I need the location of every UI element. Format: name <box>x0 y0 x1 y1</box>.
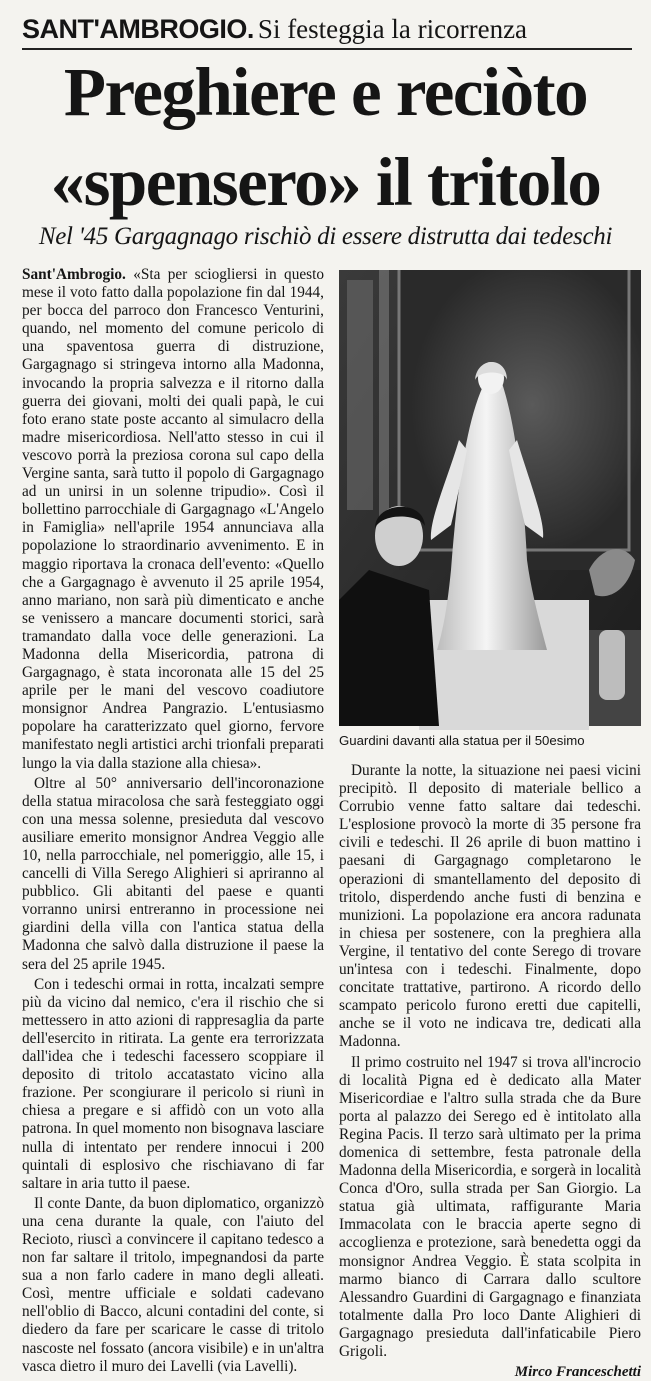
article-paragraph-text: «Sta per sciogliersi in questo mese il voto fatto dalla popolazione fin dal 1944, per bocca del parroco don Francesco Venturini, quando, nel momento del comune pericolo di una spaventosa guerra di distruzione, Gargagnago si stringeva intorno alla Madonna, invocando la propria salvezza e il ritorno dalla guerra dei giovani, molti dei quali papà, le cui foto erano state poste accanto al simulacro della madre misericordiosa. Nell'atto stesso in cui il vescovo porrà la preziosa corona sul capo della Vergine santa, sarà tutto il popolo di Gargagnago ad un unirsi in un solenne tripudio». Così il bollettino parrocchiale di Gargagnago «L'Angelo in Famiglia» nell'aprile 1954 annunciava alla popolazione lo straordinario avvenimento. E in maggio riportava la cronaca dell'evento: «Quello che a Gargagnago è avvenuto il 25 aprile 1954, anno mariano, non sarà più dimenticato e anche se venissero a mancare documenti storici, sarà tramandato dalla voce delle generazioni. La Madonna della Misericordia, patrona di Gargagnago, è stata incoronata alle 15 del 25 aprile per le mani del vescovo coadiutore monsignor Andrea Pangrazio. L'entusiasmo popolare ha caratterizzato quel giorno, fervore manifestato negli artistici archi trionfali preparati lungo la via dalla stazione alla chiesa». <box>22 266 324 772</box>
article-column-right <box>339 762 641 1381</box>
article-paragraph: Durante la notte, la situazione nei paesi vicini precipitò. Il deposito di materiale bellico a Corrubio venne fatto saltare dai tedeschi. L'esplosione provocò la morte di 35 persone fra civili e tedeschi. Il 26 aprile di buon mattino i paesani di Gargagnago completarono le operazioni di smantellamento del deposito di tritolo, disperdendo anche fusti di benzina e munizioni. La popolazione era ancora radunata in chiesa per sostenere, con la preghiera alla Vergine, il tentativo del conte Serego di trovare un'intesa con i tedeschi. Finalmente, dopo concitate trattative, partirono. A ricordo dello scampato pericolo furono eretti due capitelli, anche se il voto ne indicava tre, dedicati alla Madonna. <box>339 762 641 1051</box>
article-column-left <box>22 266 324 1375</box>
author-byline: Mirco Franceschetti <box>514 1364 641 1381</box>
article-paragraph: Con i tedeschi ormai in rotta, incalzati sempre più da vicino dal nemico, c'era il rischio che si mettessero in atto azioni di rappresaglia da parte dell'esercito in ritirata. La gente era terrorizzata dall'idea che i tedeschi facessero scoppiare il deposito di tritolo accatastato vicino alla frazione. Per scongiurare il pericolo si riunì in chiesa a pregare e si affidò con un voto alla patrona. In quel momento non bisognava lasciare nulla di intentato per rendere innocui i 200 quintali di esplosivo che rischiavano di far saltare in aria tutto il paese. <box>22 975 324 1192</box>
article-paragraph: Il conte Dante, da buon diplomatico, organizzò una cena durante la quale, con l'aiuto del Recioto, riuscì a convincere il capitano tedesco a non far saltare il tritolo, impegnandosi da parte sua a non farlo cadere in mano degli alleati. Così, mentre ufficiale e soldati cadevano nell'oblio di Bacco, alcuni contadini del conte, si diedero da fare per scaricare le casse di tritolo nascoste nel fossato (ancora visibile) e in un'altra vasca dietro il muro dei Lavelli (via Lavelli). <box>22 1194 324 1375</box>
article-paragraph: Oltre al 50° anniversario dell'incoronazione della statua miracolosa che sarà festeggiato oggi con una messa solenne, presieduta dal vescovo ausiliare emerito monsignor Andrea Veggio alle 10, nella parrocchiale, nel pomeriggio, alle 15, i cancelli di Villa Serego Alighieri si apriranno al pubblico. Gli abitanti del paese e quanti vorranno unirsi entreranno in processione nei giardini della villa con l'antica statua della Madonna che salvò dalla distruzione il paese la sera del 25 aprile 1945. <box>22 774 324 973</box>
kicker-tagline: Si festeggia la ricorrenza <box>257 14 528 44</box>
kicker-section: SANT'AMBROGIO. <box>22 14 254 44</box>
subheadline: Nel '45 Gargagnago rischiò di essere distrutta dai tedeschi <box>38 223 613 250</box>
article-paragraph <box>22 266 324 773</box>
headline-line-1: Preghiere e reciòto <box>63 54 588 130</box>
section-kicker <box>22 14 632 50</box>
photo-caption: Guardini davanti alla statua per il 50esimo <box>339 733 585 748</box>
article-lead: Sant'Ambrogio. <box>22 266 126 283</box>
statue-photo-illustration <box>339 270 641 726</box>
article-paragraph: Il primo costruito nel 1947 si trova all'incrocio di località Pigna ed è dedicato alla Mater Misericordiae e l'altro sulla strada che da Bure porta al palazzo dei Serego ed è intitolato alla Regina Pacis. Il terzo sarà ultimato per la prima domenica di settembre, festa patronale della Madonna della Misericordia, e sorgerà in località Conca d'Oro, sulla strada per San Giorgio. La statua già ultimata, raffigurante Maria Immacolata con le braccia aperte segno di accoglienza e protezione, sarà benedetta oggi da monsignor Andrea Veggio. È stata scolpita in marmo bianco di Carrara dallo scultore Alessandro Guardini di Gargagnago e finanziata totalmente dalla Pro loco Dante Alighieri di Gargagnago presieduta dall'infaticabile Piero Grigoli. <box>339 1053 641 1360</box>
statue-photo <box>339 270 641 726</box>
headline-line-2: «spensero» il tritolo <box>50 144 601 220</box>
